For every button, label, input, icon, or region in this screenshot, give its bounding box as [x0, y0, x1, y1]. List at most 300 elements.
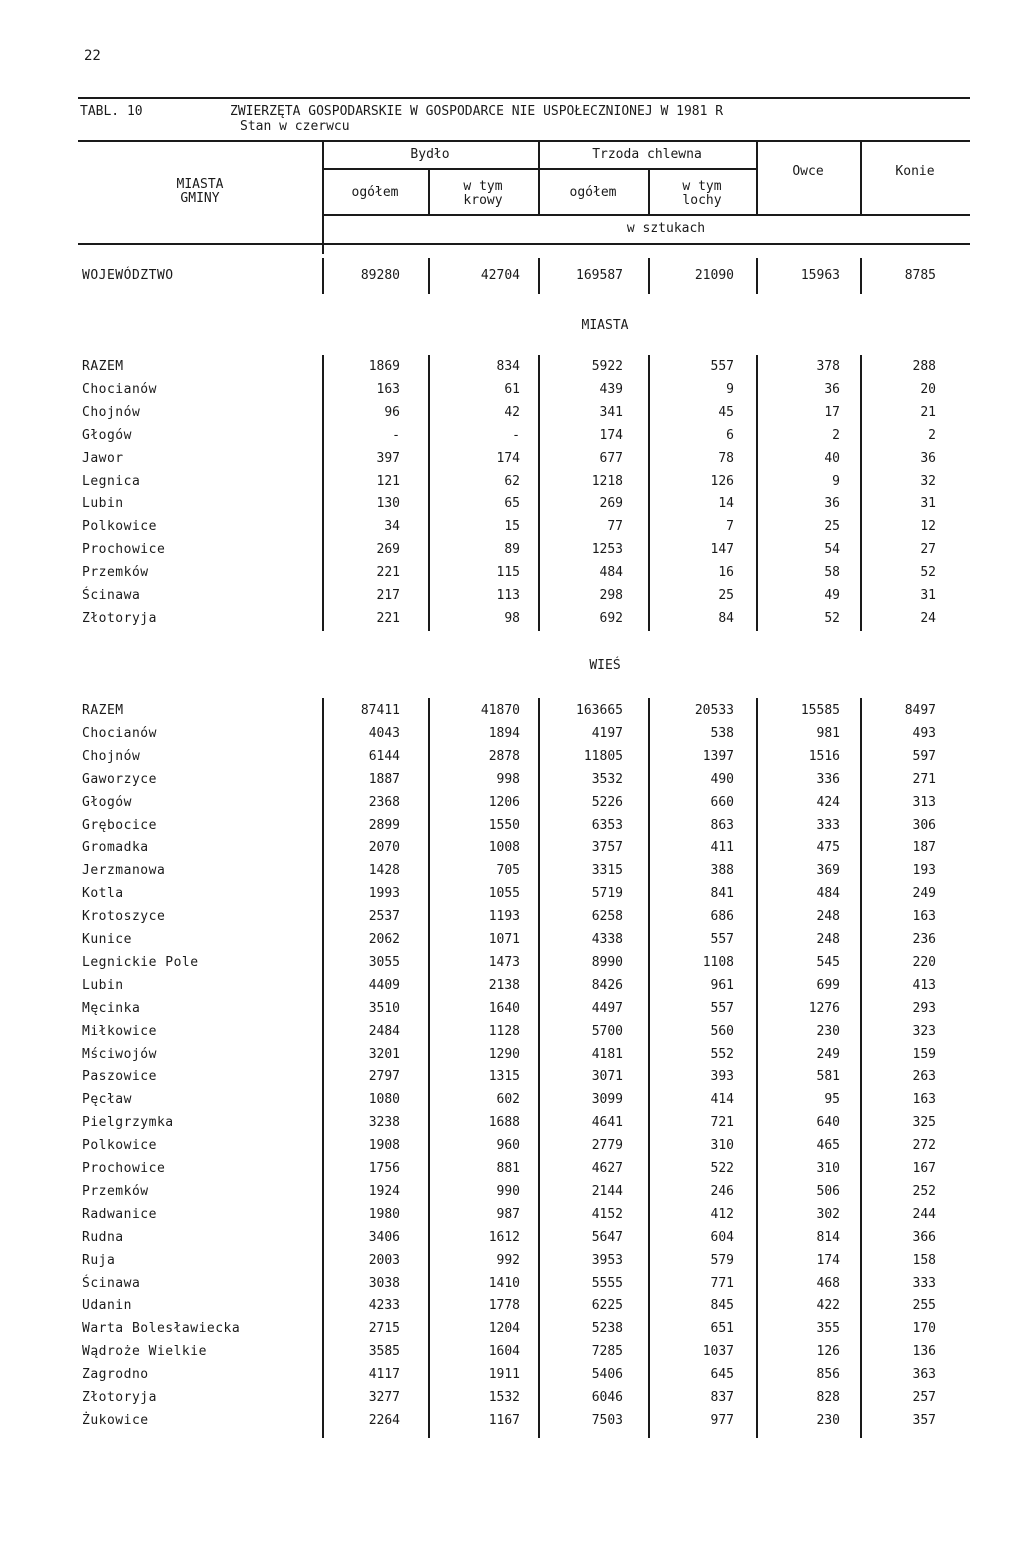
cell-trzoda-lochy: 560 — [710, 1023, 734, 1039]
cell-owce: 333 — [816, 817, 840, 833]
cell-bydlo-krowy: 1532 — [488, 1390, 520, 1405]
cell-owce: 545 — [816, 954, 840, 970]
cell-bydlo-krowy: 1911 — [488, 1367, 520, 1383]
cell-bydlo-ogolem: 397 — [376, 450, 400, 466]
table-row — [0, 840, 1024, 862]
cell-bydlo-krowy: 2878 — [488, 748, 520, 764]
cell-bydlo-ogolem: 2368 — [368, 794, 400, 810]
cell-trzoda-lochy: 1108 — [702, 954, 734, 970]
row-name: Złotoryja — [82, 610, 157, 626]
cell-trzoda-lochy: 771 — [710, 1275, 734, 1291]
cell-bydlo-ogolem: 1887 — [368, 771, 400, 787]
cell-trzoda-ogolem: 5226 — [591, 794, 623, 810]
table-row — [0, 726, 1024, 748]
cell-owce: 52 — [824, 610, 840, 626]
cell-trzoda-lochy: 147 — [710, 542, 734, 558]
row-name: Jerzmanowa — [82, 863, 166, 879]
cell-bydlo-ogolem: 4043 — [368, 725, 400, 741]
cell-owce: 54 — [824, 542, 840, 558]
cell-bydlo-krowy: 1410 — [488, 1275, 520, 1291]
row-name: Chocianów — [82, 725, 157, 741]
table-row — [0, 1298, 1024, 1320]
cell-trzoda-lochy: 1397 — [702, 748, 734, 764]
cell-konie: 31 — [920, 496, 936, 512]
row-name: Jawor — [82, 450, 124, 466]
cell-trzoda-lochy: 721 — [710, 1115, 734, 1131]
cell-bydlo-krowy: 602 — [496, 1092, 520, 1108]
cell-bydlo-krowy: 98 — [504, 610, 520, 626]
cell-trzoda-ogolem: 677 — [599, 450, 623, 466]
table-row — [0, 565, 1024, 587]
cell-bydlo-ogolem: 269 — [376, 542, 400, 558]
cell-trzoda-ogolem: 4338 — [591, 932, 623, 947]
table-row — [0, 749, 1024, 771]
cell-trzoda-lochy: 414 — [710, 1092, 734, 1108]
table-row — [0, 1413, 1024, 1435]
table-row — [0, 978, 1024, 1000]
cell-owce: 506 — [816, 1183, 840, 1199]
cell-trzoda-ogolem: 8426 — [591, 977, 623, 993]
cell-konie: 136 — [912, 1344, 936, 1360]
cell-konie: 24 — [920, 610, 936, 626]
cell-bydlo-krowy: 987 — [496, 1206, 520, 1222]
row-name: Chocianów — [82, 381, 157, 397]
cell-bydlo-krowy: 2138 — [488, 977, 520, 993]
row-name: Pielgrzymka — [82, 1115, 174, 1131]
cell-bydlo-ogolem: 221 — [376, 610, 400, 626]
row-name: Chojnów — [82, 748, 141, 764]
table-row — [0, 1207, 1024, 1229]
units-label: w sztukach — [626, 221, 706, 236]
cell-bydlo-krowy: 1008 — [488, 840, 520, 856]
cell-bydlo-krowy: 1193 — [488, 909, 520, 925]
cell-konie: 187 — [912, 840, 936, 856]
cell-konie: 2 — [928, 427, 936, 443]
cell-trzoda-ogolem: 5719 — [591, 886, 623, 902]
cell-trzoda-ogolem: 4197 — [591, 725, 623, 741]
row-name: Gromadka — [82, 840, 149, 856]
cell-owce: 355 — [816, 1321, 840, 1337]
cell-bydlo-krowy: 998 — [496, 771, 520, 787]
table-title: ZWIERZĘTA GOSPODARSKIE W GOSPODARCE NIE USPOŁECZNIONEJ W 1981 R — [230, 104, 724, 119]
cell-owce: 424 — [816, 794, 840, 810]
table-title-block — [80, 104, 723, 134]
cell-bydlo-krowy: 705 — [496, 863, 520, 879]
cell-trzoda-ogolem: 3532 — [591, 771, 623, 787]
cell-bydlo-ogolem: 3277 — [368, 1390, 400, 1405]
cell-owce: 302 — [816, 1206, 840, 1222]
cell-bydlo-krowy: 1290 — [488, 1046, 520, 1062]
owce-header: Owce — [792, 164, 824, 179]
cell-bydlo-ogolem: 2003 — [368, 1252, 400, 1268]
cell-trzoda-ogolem: 692 — [599, 610, 623, 626]
cell-trzoda-lochy: 845 — [710, 1298, 734, 1314]
cell-bydlo-krowy: - — [512, 427, 520, 443]
cell-owce: 17 — [824, 404, 840, 420]
table-row — [0, 1367, 1024, 1389]
cell-bydlo-ogolem: 2264 — [368, 1412, 400, 1428]
cell-bydlo-krowy: 834 — [496, 359, 520, 374]
row-name: Warta Bolesławiecka — [82, 1321, 241, 1337]
cell-owce: 699 — [816, 977, 840, 993]
cell-konie: 170 — [912, 1321, 936, 1337]
cell-konie: 32 — [920, 473, 936, 489]
cell-owce: 2 — [832, 427, 840, 443]
cell-trzoda-ogolem: 4181 — [591, 1046, 623, 1062]
row-name: Legnica — [82, 473, 141, 489]
row-name: Głogów — [82, 427, 132, 443]
header-rule-bottom — [78, 243, 970, 245]
cell-bydlo-ogolem: 1980 — [368, 1206, 400, 1222]
cell-owce: 369 — [816, 863, 840, 879]
row-name: Męcinka — [82, 1000, 141, 1016]
cell-konie: 271 — [912, 771, 936, 787]
cell-bydlo-krowy: 990 — [496, 1183, 520, 1199]
cell-bydlo-ogolem: 3238 — [368, 1115, 400, 1131]
cell-trzoda-ogolem: 3757 — [591, 840, 623, 856]
table-label: TABL. 10 — [80, 104, 143, 119]
cell-trzoda-ogolem: 5406 — [591, 1367, 623, 1383]
cell-konie: 257 — [912, 1390, 936, 1405]
cell-konie: 363 — [912, 1367, 936, 1383]
cell-owce: 814 — [816, 1229, 840, 1245]
table-row — [0, 1092, 1024, 1114]
cell-konie: 306 — [912, 817, 936, 833]
cell-trzoda-lochy: 411 — [710, 840, 734, 856]
cell-bydlo-ogolem: 96 — [384, 404, 400, 420]
table-row — [0, 519, 1024, 541]
row-name: Głogów — [82, 794, 132, 810]
row-name: Prochowice — [82, 1161, 166, 1176]
cell-bydlo-krowy: 1167 — [488, 1412, 520, 1428]
cell-konie: 220 — [912, 954, 936, 970]
table-row — [0, 1069, 1024, 1091]
cell-trzoda-ogolem: 3071 — [591, 1069, 623, 1085]
cell-trzoda-lochy: 538 — [710, 725, 734, 741]
cell-bydlo-krowy: 1640 — [488, 1000, 520, 1016]
cell-trzoda-lochy: 961 — [710, 977, 734, 993]
row-name: Złotoryja — [82, 1390, 157, 1405]
cell-konie: 288 — [912, 359, 936, 374]
cell-bydlo-krowy: 1894 — [488, 725, 520, 741]
cell-owce: 36 — [824, 496, 840, 512]
row-name: Lubin — [82, 496, 124, 512]
cell-trzoda-ogolem: 3953 — [591, 1252, 623, 1268]
cell-bydlo-krowy: 960 — [496, 1138, 520, 1154]
cell-konie: 167 — [912, 1161, 936, 1176]
header-rule-units — [322, 214, 970, 216]
row-name: Rudna — [82, 1229, 124, 1245]
cell-trzoda-ogolem: 4497 — [591, 1000, 623, 1016]
cell-bydlo-krowy: 113 — [496, 588, 520, 603]
cell-owce: 1516 — [808, 748, 840, 764]
table-row — [0, 1253, 1024, 1275]
cell-owce: 475 — [816, 840, 840, 856]
cell-bydlo-ogolem: 1869 — [368, 359, 400, 374]
table-row — [0, 542, 1024, 564]
cell-trzoda-ogolem: 163665 — [576, 703, 623, 718]
row-name: Legnickie Pole — [82, 954, 199, 970]
cell-konie: 193 — [912, 863, 936, 879]
table-row — [0, 1344, 1024, 1366]
cell-bydlo-krowy: 61 — [504, 381, 520, 397]
cell-trzoda-lochy: 557 — [710, 1000, 734, 1016]
cell-owce: 981 — [816, 725, 840, 741]
header-rule-top — [78, 140, 970, 142]
cell-bydlo-ogolem: 2797 — [368, 1069, 400, 1085]
trzoda-header: Trzoda chlewna — [592, 147, 702, 162]
row-name: Radwanice — [82, 1206, 157, 1222]
trzoda-lochy-header: w tym lochy — [682, 179, 722, 208]
cell-konie: 366 — [912, 1229, 936, 1245]
cell-bydlo-krowy: 42 — [504, 404, 520, 420]
cell-bydlo-ogolem: 3510 — [368, 1000, 400, 1016]
cell-trzoda-lochy: 837 — [710, 1390, 734, 1405]
cell-bydlo-krowy: 1071 — [488, 932, 520, 947]
cell-konie: 255 — [912, 1298, 936, 1314]
table-row — [0, 1321, 1024, 1343]
cell-trzoda-ogolem: 8990 — [591, 954, 623, 970]
cell-bydlo-krowy: 1473 — [488, 954, 520, 970]
cell-bydlo-ogolem: 89280 — [360, 268, 400, 283]
cell-bydlo-krowy: 1315 — [488, 1069, 520, 1085]
cell-owce: 336 — [816, 771, 840, 787]
row-name: Krotoszyce — [82, 909, 166, 925]
cell-trzoda-lochy: 686 — [710, 909, 734, 925]
cell-owce: 378 — [816, 359, 840, 374]
cell-bydlo-krowy: 1128 — [488, 1023, 520, 1039]
cell-trzoda-ogolem: 1218 — [591, 473, 623, 489]
cell-bydlo-krowy: 1604 — [488, 1344, 520, 1360]
cell-konie: 323 — [912, 1023, 936, 1039]
cell-trzoda-ogolem: 169587 — [576, 268, 623, 283]
cell-owce: 230 — [816, 1412, 840, 1428]
table-row — [0, 405, 1024, 427]
cell-konie: 20 — [920, 381, 936, 397]
table-row — [0, 1184, 1024, 1206]
table-row — [0, 818, 1024, 840]
cell-trzoda-ogolem: 2144 — [591, 1183, 623, 1199]
cell-trzoda-ogolem: 439 — [599, 381, 623, 397]
cell-trzoda-ogolem: 6353 — [591, 817, 623, 833]
rowhead-label: MIASTA GMINY — [176, 177, 224, 206]
cell-trzoda-lochy: 9 — [726, 381, 734, 397]
section-title-miasta: MIASTA — [581, 318, 629, 333]
table-row — [0, 703, 1024, 725]
cell-bydlo-krowy: 89 — [504, 542, 520, 558]
cell-konie: 236 — [912, 932, 936, 947]
cell-trzoda-ogolem: 7503 — [591, 1412, 623, 1428]
cell-trzoda-lochy: 557 — [710, 359, 734, 374]
cell-trzoda-lochy: 21090 — [694, 268, 734, 283]
cell-konie: 159 — [912, 1046, 936, 1062]
table-row — [0, 863, 1024, 885]
cell-bydlo-ogolem: 4117 — [368, 1367, 400, 1383]
cell-konie: 12 — [920, 519, 936, 535]
cell-bydlo-krowy: 1206 — [488, 794, 520, 810]
cell-owce: 40 — [824, 450, 840, 466]
row-name: RAZEM — [82, 703, 124, 718]
cell-trzoda-lochy: 660 — [710, 794, 734, 810]
row-name: Przemków — [82, 565, 149, 581]
table-row — [0, 1161, 1024, 1183]
cell-konie: 52 — [920, 565, 936, 581]
cell-bydlo-krowy: 1550 — [488, 817, 520, 833]
cell-trzoda-ogolem: 484 — [599, 565, 623, 581]
trzoda-ogolem-header: ogółem — [569, 185, 617, 200]
cell-konie: 36 — [920, 450, 936, 466]
row-name: Zagrodno — [82, 1367, 149, 1383]
cell-bydlo-ogolem: 2537 — [368, 909, 400, 925]
cell-bydlo-krowy: 881 — [496, 1161, 520, 1176]
cell-trzoda-ogolem: 269 — [599, 496, 623, 512]
cell-konie: 272 — [912, 1138, 936, 1154]
cell-konie: 158 — [912, 1252, 936, 1268]
cell-bydlo-ogolem: 3406 — [368, 1229, 400, 1245]
table-row — [0, 886, 1024, 908]
top-rule — [78, 97, 970, 99]
cell-bydlo-ogolem: 87411 — [360, 703, 400, 718]
cell-trzoda-ogolem: 6258 — [591, 909, 623, 925]
row-name: Lubin — [82, 977, 124, 993]
table-row — [0, 1115, 1024, 1137]
cell-trzoda-lochy: 522 — [710, 1161, 734, 1176]
cell-konie: 333 — [912, 1275, 936, 1291]
cell-trzoda-lochy: 16 — [718, 565, 734, 581]
cell-trzoda-ogolem: 298 — [599, 588, 623, 603]
row-name: Kunice — [82, 932, 132, 947]
row-name: Ruja — [82, 1252, 116, 1268]
cell-owce: 15963 — [800, 268, 840, 283]
cell-trzoda-ogolem: 5647 — [591, 1229, 623, 1245]
table-row — [0, 909, 1024, 931]
cell-trzoda-ogolem: 3099 — [591, 1092, 623, 1108]
cell-konie: 597 — [912, 748, 936, 764]
cell-trzoda-ogolem: 2779 — [591, 1138, 623, 1154]
table-row — [0, 795, 1024, 817]
cell-owce: 465 — [816, 1138, 840, 1154]
cell-konie: 325 — [912, 1115, 936, 1131]
cell-trzoda-ogolem: 11805 — [583, 748, 623, 764]
cell-trzoda-lochy: 393 — [710, 1069, 734, 1085]
cell-trzoda-lochy: 841 — [710, 886, 734, 902]
cell-trzoda-ogolem: 1253 — [591, 542, 623, 558]
cell-bydlo-ogolem: 1080 — [368, 1092, 400, 1108]
cell-konie: 8785 — [904, 268, 936, 283]
table-row — [0, 1024, 1024, 1046]
cell-bydlo-ogolem: 1924 — [368, 1183, 400, 1199]
konie-header: Konie — [895, 164, 935, 179]
table-row — [0, 1001, 1024, 1023]
cell-owce: 828 — [816, 1390, 840, 1405]
cell-konie: 293 — [912, 1000, 936, 1016]
row-name: Polkowice — [82, 1138, 157, 1154]
page-number: 22 — [84, 48, 101, 64]
row-name: Przemków — [82, 1183, 149, 1199]
cell-owce: 248 — [816, 909, 840, 925]
table-row — [0, 588, 1024, 610]
cell-trzoda-lochy: 412 — [710, 1206, 734, 1222]
cell-owce: 310 — [816, 1161, 840, 1176]
table-row — [0, 428, 1024, 450]
cell-trzoda-lochy: 1037 — [702, 1344, 734, 1360]
cell-bydlo-ogolem: 1428 — [368, 863, 400, 879]
cell-konie: 163 — [912, 909, 936, 925]
cell-bydlo-ogolem: 221 — [376, 565, 400, 581]
cell-konie: 31 — [920, 588, 936, 603]
cell-trzoda-lochy: 78 — [718, 450, 734, 466]
cell-bydlo-ogolem: 2070 — [368, 840, 400, 856]
cell-owce: 9 — [832, 473, 840, 489]
cell-trzoda-lochy: 310 — [710, 1138, 734, 1154]
cell-trzoda-lochy: 651 — [710, 1321, 734, 1337]
cell-bydlo-krowy: 42704 — [480, 268, 520, 283]
table-row — [0, 359, 1024, 381]
cell-konie: 249 — [912, 886, 936, 902]
cell-trzoda-lochy: 14 — [718, 496, 734, 512]
cell-bydlo-ogolem: 2484 — [368, 1023, 400, 1039]
cell-bydlo-krowy: 65 — [504, 496, 520, 512]
row-name: Udanin — [82, 1298, 132, 1314]
cell-konie: 27 — [920, 542, 936, 558]
row-name: Polkowice — [82, 519, 157, 535]
cell-konie: 252 — [912, 1183, 936, 1199]
cell-bydlo-krowy: 1778 — [488, 1298, 520, 1314]
row-name: Gaworzyce — [82, 771, 157, 787]
table-row — [0, 496, 1024, 518]
cell-bydlo-krowy: 115 — [496, 565, 520, 581]
cell-bydlo-ogolem: 1756 — [368, 1161, 400, 1176]
table-row — [0, 1138, 1024, 1160]
cell-bydlo-ogolem: 2062 — [368, 932, 400, 947]
cell-bydlo-ogolem: 121 — [376, 473, 400, 489]
table-row — [0, 1230, 1024, 1252]
cell-bydlo-ogolem: 3585 — [368, 1344, 400, 1360]
table-subtitle: Stan w czerwcu — [240, 119, 350, 134]
cell-bydlo-ogolem: 2899 — [368, 817, 400, 833]
cell-owce: 856 — [816, 1367, 840, 1383]
table-row — [0, 1276, 1024, 1298]
cell-trzoda-ogolem: 5555 — [591, 1275, 623, 1291]
cell-bydlo-ogolem: 4233 — [368, 1298, 400, 1314]
cell-konie: 21 — [920, 404, 936, 420]
cell-konie: 263 — [912, 1069, 936, 1085]
cell-konie: 493 — [912, 725, 936, 741]
cell-owce: 58 — [824, 565, 840, 581]
cell-bydlo-ogolem: 130 — [376, 496, 400, 512]
cell-trzoda-ogolem: 77 — [607, 519, 623, 535]
cell-owce: 640 — [816, 1115, 840, 1131]
cell-konie: 244 — [912, 1206, 936, 1222]
cell-owce: 248 — [816, 932, 840, 947]
cell-bydlo-krowy: 62 — [504, 473, 520, 489]
bydlo-krowy-header: w tym krowy — [463, 179, 503, 208]
cell-owce: 36 — [824, 381, 840, 397]
cell-bydlo-ogolem: 4409 — [368, 977, 400, 993]
row-name: Wądroże Wielkie — [82, 1344, 207, 1360]
row-name: Chojnów — [82, 404, 141, 420]
cell-owce: 484 — [816, 886, 840, 902]
cell-bydlo-krowy: 15 — [504, 519, 520, 535]
cell-konie: 313 — [912, 794, 936, 810]
section-title-wies: WIEŚ — [589, 658, 621, 673]
cell-owce: 49 — [824, 588, 840, 603]
cell-bydlo-ogolem: 3201 — [368, 1046, 400, 1062]
cell-trzoda-ogolem: 4641 — [591, 1115, 623, 1131]
cell-owce: 25 — [824, 519, 840, 535]
cell-bydlo-krowy: 174 — [496, 450, 520, 466]
row-name: Paszowice — [82, 1069, 157, 1085]
